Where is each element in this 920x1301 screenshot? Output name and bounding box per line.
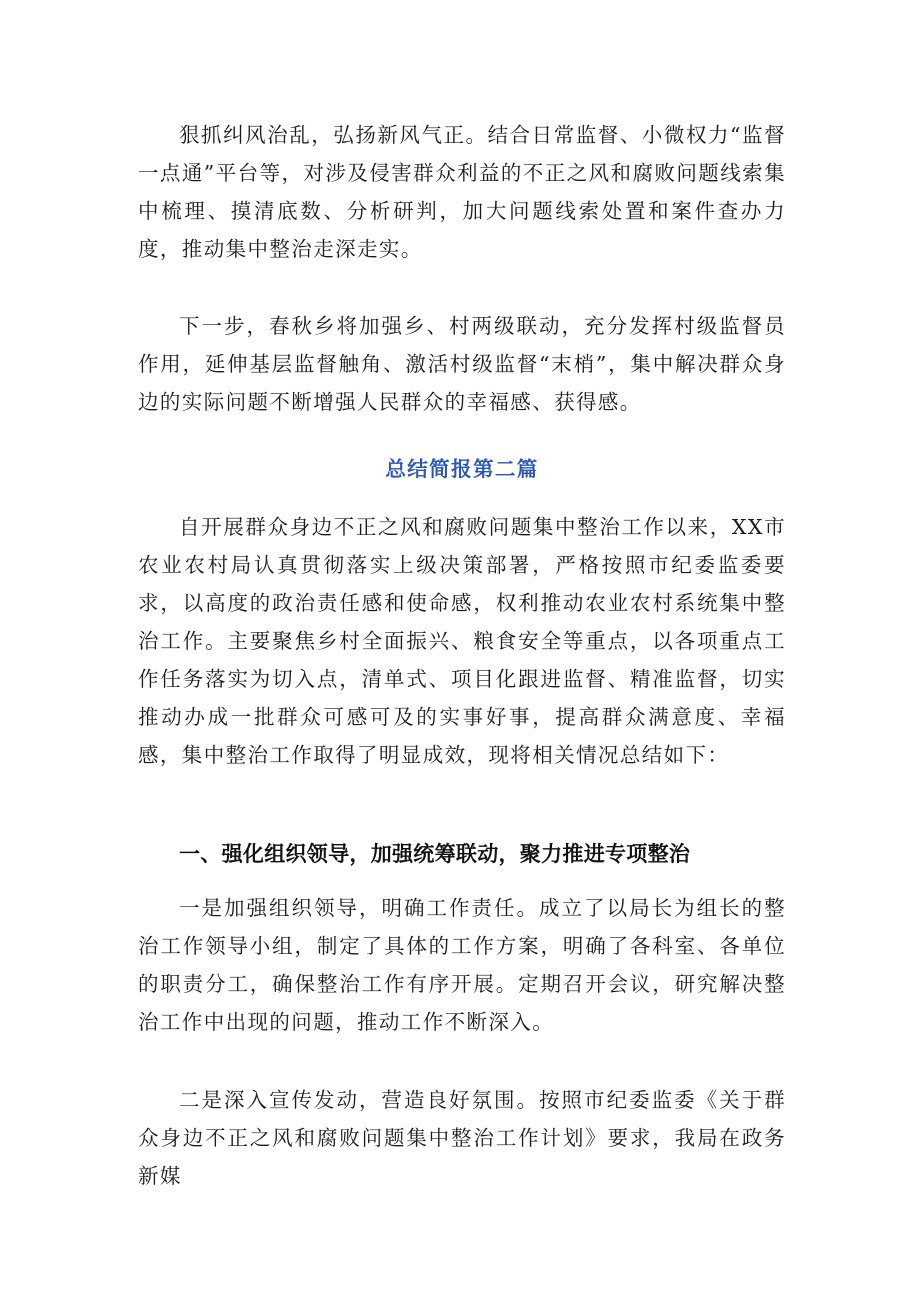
- section-title: 总结简报第二篇: [385, 457, 539, 481]
- body-paragraph: 狠抓纠风治乱，弘扬新风气正。结合日常监督、小微权力“监督一点通”平台等，对涉及侵害群众利益的不正之风和腐败问题线索集中梳理、摸清底数、分析研判，加大问题线索处置和案件查办力度，推动集中整治走深走实。: [138, 123, 786, 261]
- intro-paragraph: 自开展群众身边不正之风和腐败问题集中整治工作以来，XX市农业农村局认真贯彻落实上级决策部署，严格按照市纪委监委要求，以高度的政治责任感和使命感，权利推动农业农村系统集中整治工作。主要聚焦乡村全面振兴、粮食安全等重点，以各项重点工作任务落实为切入点，清单式、项目化跟进监督、精准监督，切实推动办成一批群众可感可及的实事好事，提高群众满意度、幸福感，集中整治工作取得了明显成效，现将相关情况总结如下：: [138, 515, 786, 767]
- section-heading: 一、强化组织领导，加强统筹联动，聚力推进专项整治: [179, 842, 691, 866]
- body-paragraph: 下一步，春秋乡将加强乡、村两级联动，充分发挥村级监督员作用，延伸基层监督触角、激活村级监督“末梢”，集中解决群众身边的实际问题不断增强人民群众的幸福感、获得感。: [138, 314, 786, 414]
- body-paragraph: 二是深入宣传发动，营造良好氛围。按照市纪委监委《关于群众身边不正之风和腐败问题集中整治工作计划》要求，我局在政务新媒: [138, 1088, 786, 1188]
- body-paragraph: 一是加强组织领导，明确工作责任。成立了以局长为组长的整治工作领导小组，制定了具体的工作方案，明确了各科室、各单位的职责分工，确保整治工作有序开展。定期召开会议，研究解决整治工作中出现的问题，推动工作不断深入。: [138, 896, 786, 1034]
